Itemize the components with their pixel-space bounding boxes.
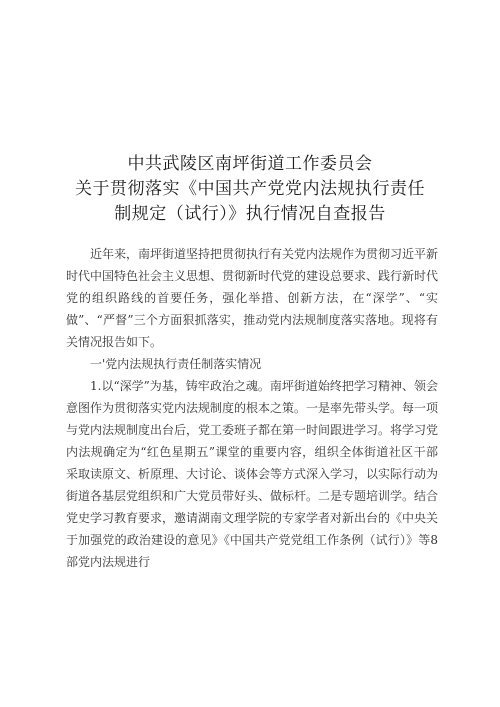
section-1-heading: 一'党内法规执行责任制落实情况 xyxy=(90,357,262,371)
title-line-3: 制规定（试行）》执行情况自查报告 xyxy=(114,204,386,224)
title-line-1: 中共武陵区南坪街道工作委员会 xyxy=(127,154,373,174)
document-body xyxy=(66,243,438,573)
section-1-paragraph-1: 1.以“深学”为基，铸牢政治之魂。南坪街道始终把学习精神、领会意图作为贯彻落实党内法规制度的根本之策。一是率先带头学。每一项与党内法规制度出台后，党工委班子都在第一时间跟进学习。将学习党内法规确定为“红色星期五”课堂的重要内容，组织全体街道社区干部采取读原文、析原理、大讨论、谈体会等方式深入学习，以实际行动为街道各基层党组织和广大党员带好头、做标杆。二是专题培训学。结合党史学习教育要求，邀请湖南文理学院的专家学者对新出台的《中央关于加强党的政治建设的意见》《中国共产党党组工作条例（试行）》等8部党内法规进行 xyxy=(66,379,439,569)
document-title xyxy=(0,152,500,227)
intro-paragraph: 近年来，南坪街道坚持把贯彻执行有关党内法规作为贯彻习近平新时代中国特色社会主义思想、贯彻新时代党的建设总要求、践行新时代党的组织路线的首要任务，强化举措、创新方法，在“深学”、“实做”、“严督”三个方面狠抓落实，推动党内法规制度落实落地。现将有关情况报告如下。 xyxy=(66,247,439,349)
title-line-2: 关于贯彻落实《中国共产党党内法规执行责任 xyxy=(75,179,425,199)
